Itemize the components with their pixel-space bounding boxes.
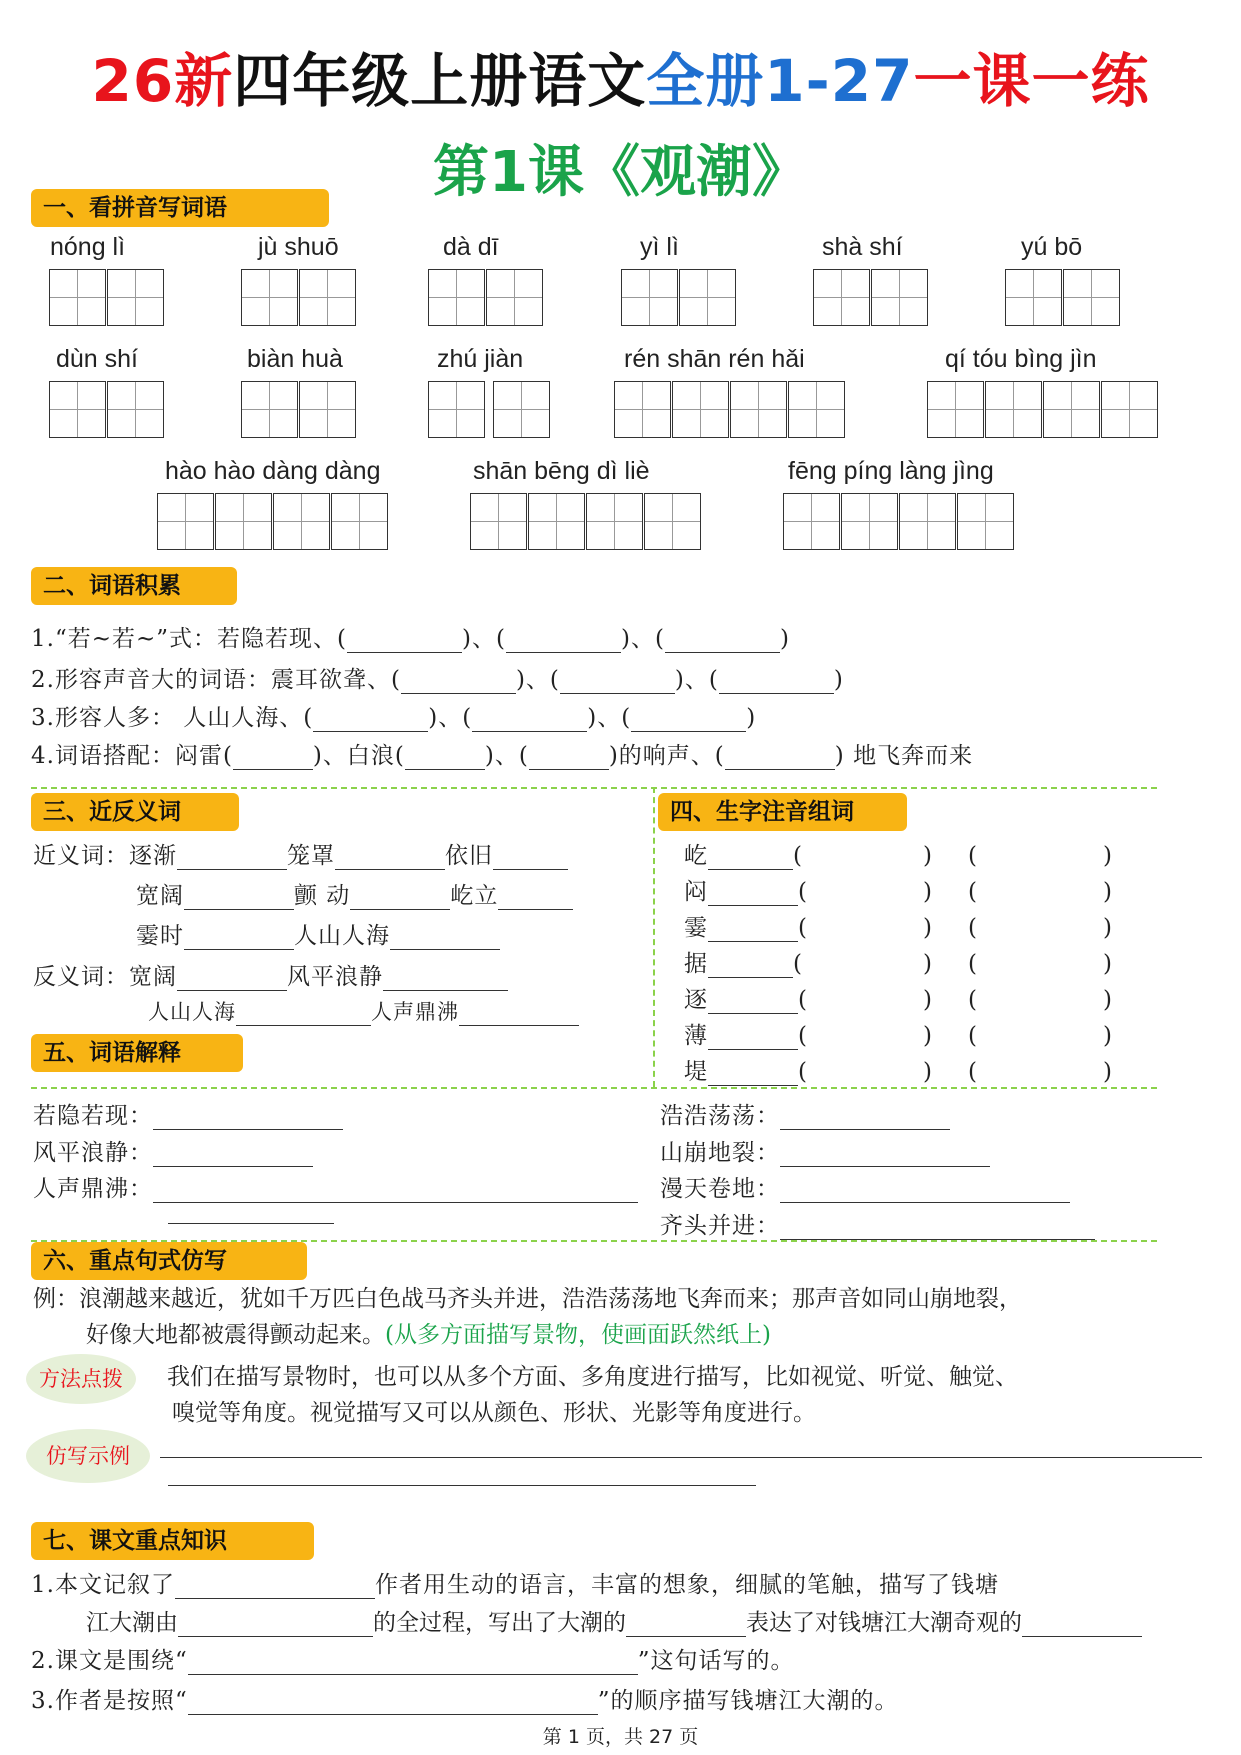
answer-blank[interactable] [178,1610,373,1637]
answer-blank[interactable] [390,923,500,950]
answer-blank[interactable] [459,1001,579,1026]
char-row: 堤 ( ) ( ) [684,1059,1113,1085]
page-title [0,34,1241,118]
answer-blank[interactable] [160,1438,1202,1458]
answer-blank[interactable] [631,705,746,732]
pinyin-label: hào hào dàng dàng [165,457,381,485]
writing-grid[interactable] [428,381,486,438]
explain-row: 风平浪静： [33,1134,313,1167]
char-row: 屹 ( ) ( ) [684,843,1113,869]
answer-blank[interactable] [506,626,621,653]
method-line-2: 嗅觉等角度。视觉描写又可以从颜色、形状、光影等角度进行。 [172,1400,816,1426]
knowledge-q3: 3.作者是按照“ ”的顺序描写钱塘江大潮的。 [31,1688,899,1714]
char-row: 逐 ( ) ( ) [684,987,1113,1013]
writing-grid[interactable] [470,493,702,550]
answer-blank[interactable] [725,743,835,770]
answer-blank[interactable] [347,626,462,653]
answer-blank[interactable] [168,1466,756,1486]
answer-blank[interactable] [153,1140,313,1167]
answer-blank[interactable] [184,923,294,950]
section-4-heading: 四、生字注音组词 [658,793,907,831]
writing-grid[interactable] [157,493,389,550]
pinyin-label: nóng lì [50,233,126,261]
section-6-heading: 六、重点句式仿写 [31,1242,307,1280]
antonym-row: 人山人海 人声鼎沸 [148,996,579,1026]
section-7-heading: 七、课文重点知识 [31,1522,314,1560]
accum-line-3: 3.形容人多： 人山人海、( )、( )、( ) [31,705,757,731]
writing-grid[interactable] [493,381,551,438]
pinyin-label: jù shuō [258,233,339,261]
accum-line-2: 2.形容声音大的词语：震耳欲聋、( )、( )、( ) [31,667,844,693]
knowledge-q1-cont: 江大潮由 的全过程，写出了大潮的 表达了对钱塘江大潮奇观的 [86,1604,1142,1637]
example-line-1: 例：浪潮越来越近，犹如千万匹白色战马齐头并进，浩浩荡荡地飞奔而来；那声音如同山崩地裂， [33,1286,1022,1312]
title-part-2: 四年级上册语文 [233,47,647,115]
accum-line-1: 1.“若~若~”式：若隐若现、( )、( )、( ) [31,626,790,652]
writing-grid[interactable] [428,269,544,326]
title-part-1: 26新 [91,47,234,115]
answer-blank[interactable] [529,743,609,770]
section-3-heading: 三、近反义词 [31,793,239,831]
writing-grid[interactable] [49,269,165,326]
explain-row: 山崩地裂： [660,1134,990,1167]
answer-blank[interactable] [708,987,798,1014]
pinyin-label: yú bō [1021,233,1083,261]
char-row: 据 ( ) ( ) [684,951,1113,977]
explain-row: 人声鼎沸： [33,1170,638,1203]
answer-blank[interactable] [493,843,568,870]
explain-row: 漫天卷地： [660,1170,1070,1203]
divider [653,787,655,1087]
antonym-row: 反义词：宽阔 风平浪静 [33,958,508,991]
synonym-row: 霎时 人山人海 [136,917,500,950]
knowledge-q1: 1.本文记叙了 作者用生动的语言，丰富的想象，细腻的笔触，描写了钱塘 [31,1572,999,1598]
answer-blank[interactable] [665,626,780,653]
answer-blank[interactable] [383,964,508,991]
char-row: 霎 ( ) ( ) [684,915,1113,941]
char-row: 薄 ( ) ( ) [684,1023,1113,1049]
section-1-heading: 一、看拼音写词语 [31,189,329,227]
pinyin-label: qí tóu bìng jìn [945,345,1097,373]
answer-blank[interactable] [472,705,587,732]
answer-blank[interactable] [780,1213,1095,1240]
answer-blank[interactable] [177,843,287,870]
method-line-1: 我们在描写景物时，也可以从多个方面、多角度进行描写，比如视觉、听觉、触觉、 [167,1364,1018,1390]
synonym-row: 宽阔 颤 动 屹立 [136,877,573,910]
explain-row: 齐头并进： [660,1207,1095,1240]
answer-blank[interactable] [350,883,450,910]
knowledge-q2: 2.课文是围绕“ ”这句话写的。 [31,1648,795,1674]
title-part-4: 一课一练 [913,47,1150,115]
writing-grid[interactable] [813,269,929,326]
title-part-3: 全册1-27 [646,47,914,115]
method-badge: 方法点拨 [26,1354,136,1404]
writing-grid[interactable] [49,381,165,438]
answer-blank[interactable] [175,1572,375,1599]
answer-blank[interactable] [780,1140,990,1167]
answer-blank[interactable] [498,883,573,910]
writing-grid[interactable] [241,381,357,438]
answer-blank[interactable] [153,1176,638,1203]
answer-blank[interactable] [236,1001,371,1026]
pinyin-label: fēng píng làng jìng [788,457,994,485]
answer-blank[interactable] [153,1103,343,1130]
pinyin-label: shà shí [822,233,903,261]
synonym-row: 近义词：逐渐 笼罩 依旧 [33,837,568,870]
pinyin-label: biàn huà [247,345,343,373]
explain-row: 若隐若现： [33,1097,343,1130]
answer-blank[interactable] [177,964,287,991]
answer-blank[interactable] [405,743,485,770]
answer-blank[interactable] [168,1204,334,1224]
section-2-heading: 二、词语积累 [31,567,237,605]
pinyin-label: dà dī [443,233,499,261]
answer-blank[interactable] [1022,1610,1142,1637]
sample-badge: 仿写示例 [26,1429,150,1483]
answer-blank[interactable] [233,743,313,770]
answer-blank[interactable] [560,667,675,694]
answer-blank[interactable] [313,705,428,732]
writing-grid[interactable] [1005,269,1121,326]
pinyin-label: shān bēng dì liè [473,457,650,485]
char-row: 闷 ( ) ( ) [684,879,1113,905]
answer-blank[interactable] [184,883,294,910]
answer-blank[interactable] [719,667,834,694]
writing-grid[interactable] [621,269,737,326]
divider [31,1087,1157,1089]
pinyin-label: rén shān rén hǎi [624,345,805,373]
answer-blank[interactable] [708,1023,798,1050]
answer-blank[interactable] [188,1648,638,1675]
divider [31,787,1157,789]
answer-blank[interactable] [188,1688,598,1715]
writing-grid[interactable] [614,381,846,438]
accum-line-4: 4.词语搭配：闷雷( )、白浪( )、( )的响声、( ) 地飞奔而来 [31,743,974,769]
pinyin-label: zhú jiàn [437,345,524,373]
explain-row: 浩浩荡荡： [660,1097,950,1130]
answer-blank[interactable] [708,1059,798,1086]
answer-blank[interactable] [708,951,793,978]
answer-blank[interactable] [708,843,793,870]
example-line-2: 好像大地都被震得颤动起来。(从多方面描写景物，使画面跃然纸上) [86,1322,771,1348]
page-number: 第 1 页，共 27 页 [542,1726,699,1748]
writing-grid[interactable] [241,269,357,326]
answer-blank[interactable] [708,915,798,942]
answer-blank[interactable] [401,667,516,694]
answer-blank[interactable] [780,1176,1070,1203]
pinyin-label: yì lì [640,233,679,261]
writing-grid[interactable] [927,381,1159,438]
lesson-title: 第1课《观潮》 [433,140,808,205]
answer-blank[interactable] [780,1103,950,1130]
section-5-heading: 五、词语解释 [31,1034,243,1072]
answer-blank[interactable] [626,1610,746,1637]
answer-blank[interactable] [708,879,798,906]
answer-blank[interactable] [335,843,445,870]
pinyin-label: dùn shí [56,345,139,373]
writing-grid[interactable] [783,493,1015,550]
